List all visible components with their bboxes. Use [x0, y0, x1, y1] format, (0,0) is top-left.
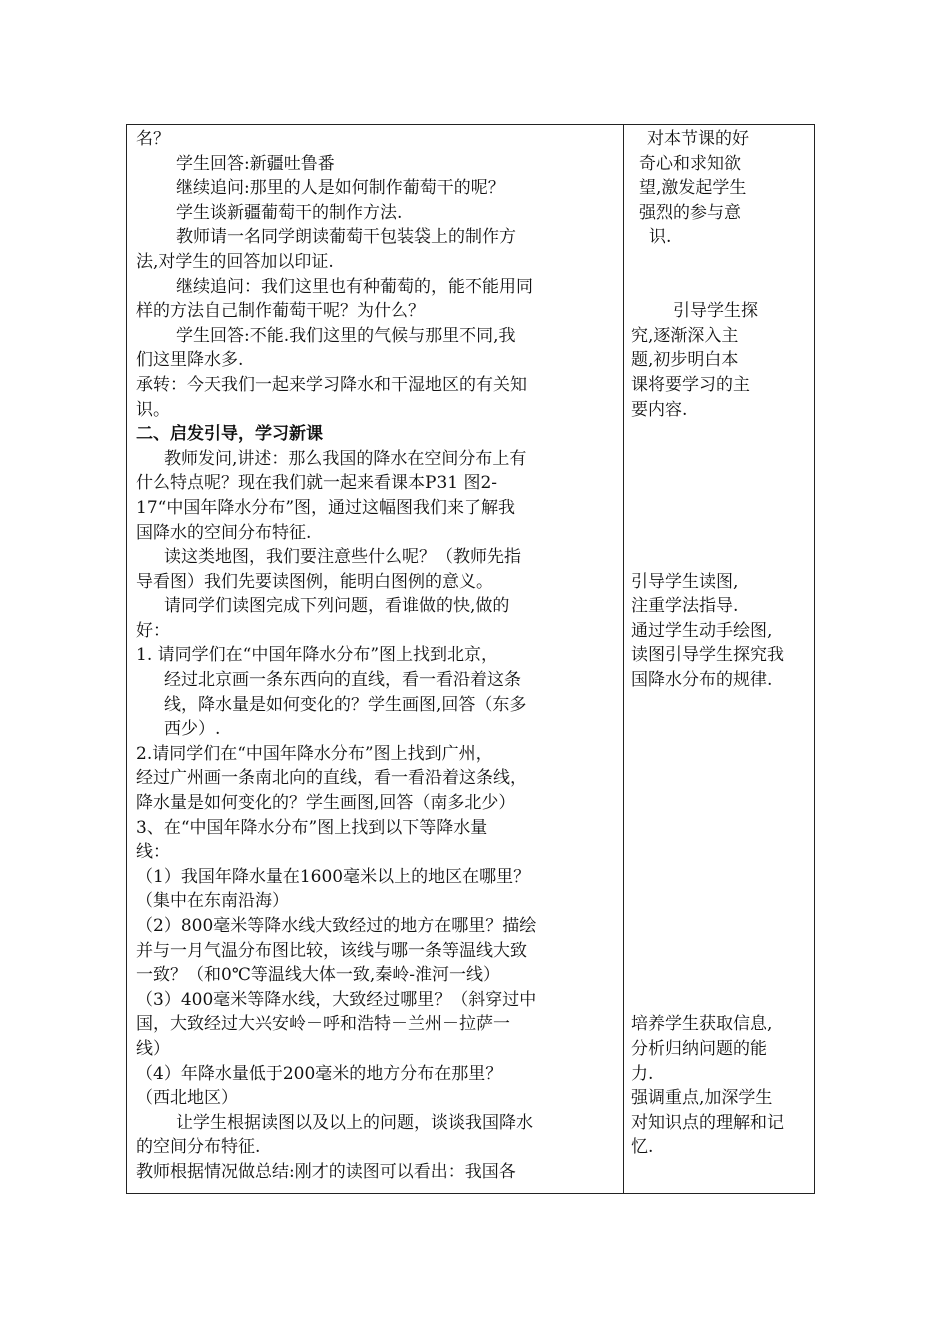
teaching-text-line: 教师根据情况做总结:刚才的读图可以看出：我国各: [136, 1161, 516, 1182]
teaching-text-line: 教师请一名同学朗读葡萄干包装袋上的制作方: [176, 227, 516, 248]
design-note-line: 要内容.: [631, 399, 688, 420]
design-note-line: 读图引导学生探究我: [631, 645, 784, 666]
design-note-line: 力.: [631, 1063, 654, 1084]
design-note-line: [631, 840, 811, 865]
design-note-line: [631, 766, 811, 791]
design-note-line: 忆.: [631, 1137, 654, 1158]
design-note-line: 分析归纳问题的能: [631, 1038, 767, 1059]
teaching-text-line: 样的方法自己制作葡萄干呢？为什么？: [136, 301, 425, 322]
design-note-line: 望,激发起学生: [639, 178, 747, 199]
design-note-line: 国降水分布的规律.: [631, 670, 773, 691]
design-note-line: 对本节课的好: [647, 129, 749, 149]
design-note-line: 引导学生读图,: [631, 571, 739, 592]
teaching-text-line: 3、在“中国年降水分布”图上找到以下等降水量: [136, 817, 488, 838]
teaching-text-line: 什么特点呢？现在我们就一起来看课本P31 图2-: [136, 473, 498, 494]
teaching-text-line: 好：: [136, 620, 170, 641]
teaching-text-line: 线）: [136, 1038, 170, 1059]
teaching-text-line: 线，降水量是如何变化的？学生画图,回答（东多: [164, 694, 527, 715]
teaching-text-line: 导看图）我们先要读图例，能明白图例的意义。: [136, 571, 493, 592]
teaching-text-line: 识。: [136, 399, 170, 420]
teaching-text-line: 们这里降水多.: [136, 350, 244, 371]
design-note-line: [631, 471, 811, 496]
teaching-text-line: （4）年降水量低于200毫米的地方分布在那里？: [136, 1063, 503, 1084]
teaching-text-line: 读这类地图，我们要注意些什么呢？（教师先指: [164, 547, 521, 568]
design-note-line: [631, 988, 811, 1013]
design-note-line: 通过学生动手绘图,: [631, 620, 773, 641]
design-note-line: [631, 717, 811, 742]
design-note-line: [631, 250, 811, 275]
teaching-text-line: 请同学们读图完成下列问题，看谁做的快,做的: [164, 596, 510, 617]
design-note-line: [631, 914, 811, 939]
teaching-text-line: 国，大致经过大兴安岭－呼和浩特－兰州－拉萨一: [136, 1014, 510, 1035]
teaching-text-line: 学生回答:新疆吐鲁番: [176, 153, 335, 174]
lesson-plan-table: [126, 124, 815, 1194]
design-note-line: [631, 521, 811, 546]
teaching-text-line: 1. 请同学们在“中国年降水分布”图上找到北京，: [136, 645, 499, 666]
teaching-text-line: （集中在东南沿海）: [136, 891, 289, 912]
teaching-text-line: 教师发问,讲述：那么我国的降水在空间分布上有: [164, 448, 527, 469]
teaching-text-line: 让学生根据读图以及以上的问题，谈谈我国降水: [176, 1112, 533, 1133]
design-note-line: 强调重点,加深学生: [631, 1088, 773, 1109]
design-note-line: 识.: [649, 227, 672, 248]
teaching-text-line: 继续追问:那里的人是如何制作葡萄干的呢？: [176, 178, 505, 199]
design-note-line: 课将要学习的主: [631, 374, 750, 395]
teaching-text-line: 一致？（和0℃等温线大体一致,秦岭-淮河一线）: [136, 965, 500, 986]
teaching-text-line: 西少）.: [164, 719, 221, 740]
teaching-text-line: 降水量是如何变化的？学生画图,回答（南多北少）: [136, 793, 516, 814]
design-note-line: 题,初步明白本: [631, 350, 739, 371]
teaching-text-line: 承转：今天我们一起来学习降水和干湿地区的有关知: [136, 374, 527, 395]
teaching-text-line: 2.请同学们在“中国年降水分布”图上找到广州，: [136, 743, 493, 764]
teaching-text-line: （1）我国年降水量在1600毫米以上的地区在哪里？: [136, 866, 531, 887]
design-note-line: [631, 939, 811, 964]
design-note-line: 引导学生探: [673, 301, 758, 322]
design-note-line: [631, 816, 811, 841]
teaching-text-line: 法,对学生的回答加以印证.: [136, 251, 334, 272]
teaching-text-line: （3）400毫米等降水线，大致经过哪里？（斜穿过中: [136, 989, 537, 1010]
design-note-line: 奇心和求知欲: [639, 153, 741, 174]
teaching-text-line: 学生回答:不能.我们这里的气候与那里不同,我: [176, 325, 516, 346]
teaching-text-line: 并与一月气温分布图比较，该线与哪一条等温线大致: [136, 940, 527, 961]
teaching-text-line: 继续追问：我们这里也有种葡萄的，能不能用同: [176, 276, 533, 297]
design-note-line: [631, 496, 811, 521]
teaching-text-line: 学生谈新疆葡萄干的制作方法.: [176, 202, 403, 223]
teaching-text-line: 经过北京画一条东西向的直线，看一看沿着这条: [164, 670, 521, 691]
design-note-line: 强烈的参与意: [639, 202, 741, 223]
design-note-line: [631, 693, 811, 718]
design-note-line: 培养学生获取信息,: [631, 1014, 773, 1035]
design-note-line: [631, 889, 811, 914]
design-note-line: 对知识点的理解和记: [631, 1112, 784, 1133]
teaching-text-line: 国降水的空间分布特征.: [136, 522, 312, 543]
teaching-text-line: 名？: [136, 129, 170, 149]
design-note-line: [631, 545, 811, 570]
design-note-line: [631, 275, 811, 300]
design-note-line: 注重学法指导.: [631, 596, 739, 617]
design-note-line: [631, 791, 811, 816]
teaching-text-line: （西北地区）: [136, 1088, 238, 1109]
design-note-line: [631, 447, 811, 472]
design-note-line: [631, 865, 811, 890]
column-divider: [623, 125, 624, 1193]
teaching-process-column: [136, 127, 619, 1185]
teaching-text-line: 17“中国年降水分布”图，通过这幅图我们来了解我: [136, 497, 516, 518]
teaching-text-line: 线：: [136, 842, 170, 863]
teaching-text-line: 经过广州画一条南北向的直线，看一看沿着这条线，: [136, 768, 527, 789]
design-intent-column: [631, 127, 811, 1160]
teaching-text-line: （2）800毫米等降水线大致经过的地方在哪里？描绘: [136, 916, 537, 936]
design-note-line: 究,逐渐深入主: [631, 325, 739, 346]
design-note-line: [631, 742, 811, 767]
teaching-text-line: 二、启发引导，学习新课: [136, 424, 323, 445]
design-note-line: [631, 422, 811, 447]
teaching-text-line: 的空间分布特征.: [136, 1137, 261, 1158]
design-note-line: [631, 963, 811, 988]
